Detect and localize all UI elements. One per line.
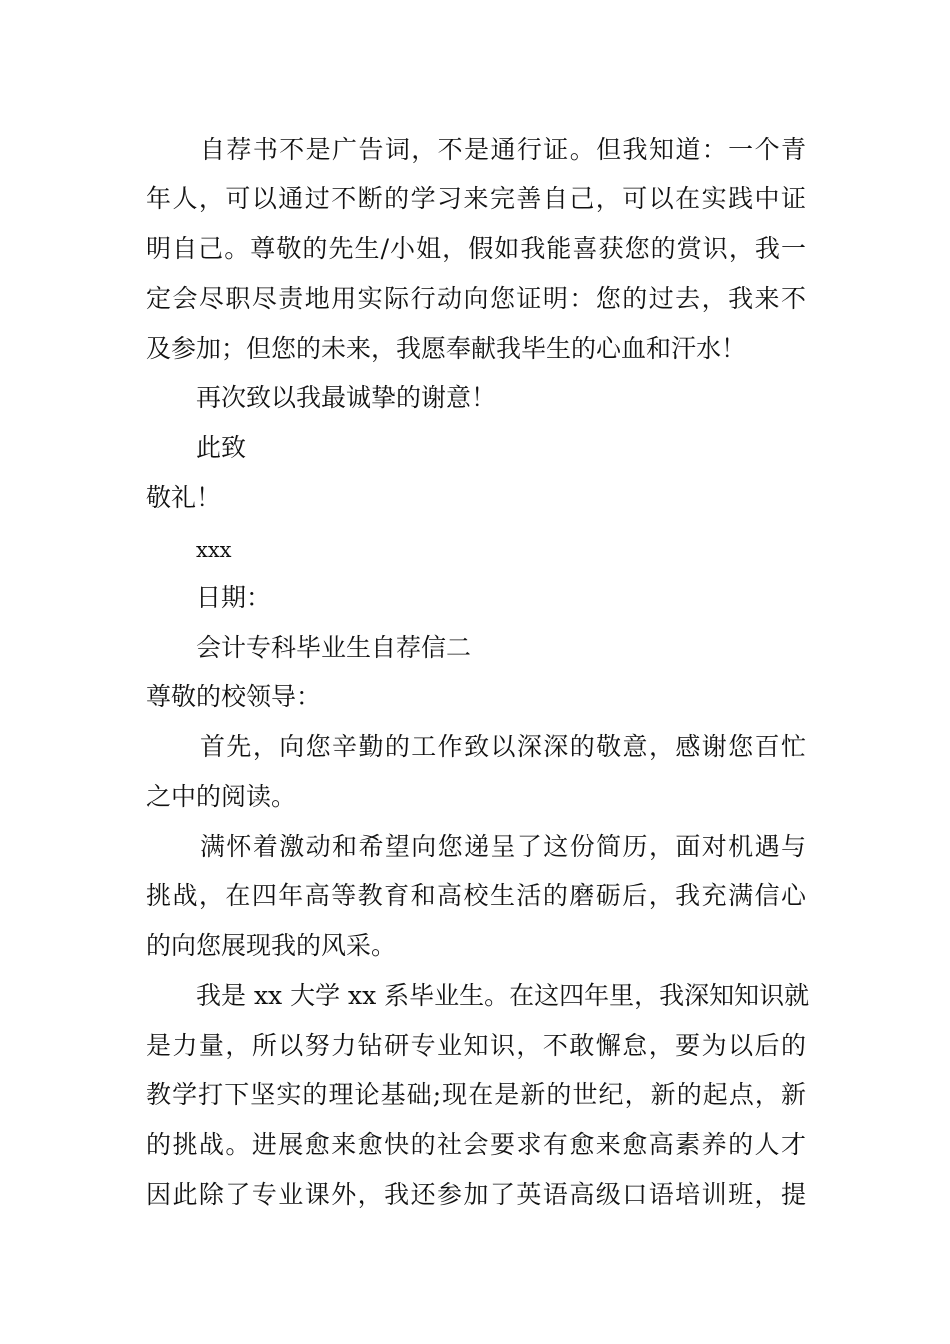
paragraph-line: 之中的阅读。 xyxy=(146,782,297,811)
paragraph-line: 明自己。尊敬的先生/小姐，假如我能喜获您的赏识，我一 xyxy=(146,234,806,263)
paragraph-line: 满怀着激动和希望向您递呈了这份简历，面对机遇与 xyxy=(200,832,806,861)
closing-salutation: 此致 xyxy=(196,433,247,462)
paragraph-line: 因此除了专业课外，我还参加了英语高级口语培训班，提 xyxy=(146,1180,806,1209)
date-label: 日期： xyxy=(196,583,272,612)
paragraph-line: 首先，向您辛勤的工作致以深深的敬意，感谢您百忙 xyxy=(200,732,806,761)
paragraph-line: 自荐书不是广告词，不是通行证。但我知道：一个青 xyxy=(200,135,806,164)
paragraph-line: 教学打下坚实的理论基础;现在是新的世纪，新的起点，新 xyxy=(146,1080,806,1109)
paragraph-line: 及参加；但您的未来，我愿奉献我毕生的心血和汗水！ xyxy=(146,334,747,363)
greeting: 尊敬的校领导： xyxy=(146,682,322,711)
closing-regards: 敬礼！ xyxy=(146,483,222,512)
paragraph-line: 挑战，在四年高等教育和高校生活的磨砺后，我充满信心 xyxy=(146,881,806,910)
paragraph-line: 年人，可以通过不断的学习来完善自己，可以在实践中证 xyxy=(146,184,806,213)
paragraph-line: 定会尽职尽责地用实际行动向您证明：您的过去，我来不 xyxy=(146,284,806,313)
paragraph-line: 的挑战。进展愈来愈快的社会要求有愈来愈高素养的人才 xyxy=(146,1130,806,1159)
signature-name: xxx xyxy=(196,538,232,562)
section-title: 会计专科毕业生自荐信二 xyxy=(196,633,472,662)
paragraph-line: 是力量，所以努力钻研专业知识，不敢懈怠，要为以后的 xyxy=(146,1031,806,1060)
closing-thanks: 再次致以我最诚挚的谢意！ xyxy=(196,383,497,412)
paragraph-line: 的向您展现我的风采。 xyxy=(146,931,397,960)
paragraph-line: 我是 xx 大学 xx 系毕业生。在这四年里，我深知知识就 xyxy=(196,981,810,1010)
